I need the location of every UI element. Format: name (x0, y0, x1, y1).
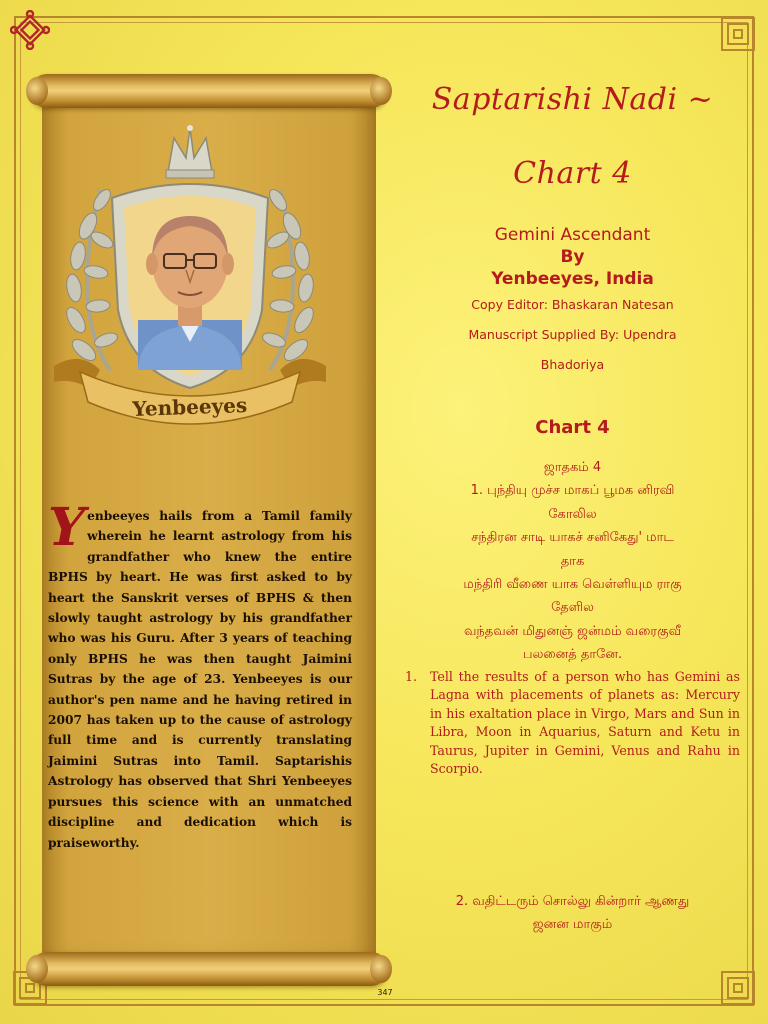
page-number: 347 (377, 988, 393, 997)
endless-knot-icon (10, 10, 50, 50)
verse-line: வந்தவன் மிதுனஞ் ஜன்மம் வரைகுவீ (463, 623, 682, 639)
note-number: 1. (405, 669, 418, 684)
article-meta (405, 224, 740, 380)
verse-line: 2. வதிட்டரும் சொல்லு கின்றார் ஆணது (455, 894, 690, 909)
roll-cap (26, 955, 48, 983)
verse-line: கோலில (548, 506, 597, 522)
ascendant-label: Gemini Ascendant (494, 225, 651, 245)
verse-line: பலனைத் தானே. (522, 647, 623, 663)
author-bio (48, 497, 352, 853)
chart-heading: Chart 4 (535, 417, 610, 438)
verse-line: ஜனன மாகும் (532, 917, 613, 932)
verse-line: மந்திரி வீணை யாக வெள்ளியும ராகு (463, 577, 682, 593)
copy-editor: Copy Editor: Bhaskaran Natesan (471, 297, 674, 312)
laurel-right-icon (261, 187, 317, 370)
tamil-verse-2 (405, 890, 740, 936)
translation-note (405, 668, 740, 778)
fret-corner-icon (718, 14, 758, 54)
by-label: By (560, 247, 585, 267)
tamil-verse (405, 456, 740, 667)
verse-line: 1. புந்தியு முச்ச மாகப் பூமக னிரவி (470, 483, 675, 499)
scroll-roll-top (30, 74, 388, 108)
fret-corner-icon (718, 968, 758, 1008)
page-title-line2: Chart 4 (513, 156, 632, 191)
crown-icon (166, 125, 214, 178)
verse-line: சந்திரன சாடி யாகச் சனிகேது' மாட (471, 530, 674, 546)
author-emblem (40, 120, 340, 430)
bio-dropcap: Y (48, 497, 86, 558)
roll-cap (370, 77, 392, 105)
verse-line: ஜாதகம் 4 (543, 460, 602, 475)
roll-cap (26, 77, 48, 105)
laurel-left-icon (63, 187, 119, 370)
bio-text: enbeeyes hails from a Tamil family wherein he learnt astrology from his grandfather who knew the entire BPHS by heart. He was first asked to by heart the Sanskrit verses of BPHS & then slowly taught astrology by his grandfather who was his Guru. After 3 years of teaching only BPHS he was then taught Jaimini Sutras by the age of 23. Yenbeeyes is our author's pen name and he having retired in 2007 has taken up to the cause of astrology full time and is currently translating Jaimini Sutras into Tamil. Saptarishis Astrology has observed that Shri Yenbeeyes pursues this science with an unmatched discipline and dedication which is praiseworthy. (48, 509, 352, 850)
manuscript-line2: Bhadoriya (540, 357, 605, 372)
roll-cap (370, 955, 392, 983)
author-name: Yenbeeyes, India (491, 269, 654, 289)
note-text: Tell the results of a person who has Gemini as Lagna with placements of planets as: Mercury in his exaltation place in Virgo, Mars and Sun in Libra, Moon in Aquarius, Saturn and Ketu in Taurus, Jupiter in Gemini, Venus and Rahu in Scorpio. (430, 669, 740, 777)
verse-line: தாக (560, 553, 585, 569)
page-title-line1: Saptarishi Nadi ~ (431, 82, 714, 117)
manuscript-line1: Manuscript Supplied By: Upendra (468, 327, 677, 342)
verse-line: தேளில (551, 600, 594, 616)
ribbon-name-label: Yenbeeyes (131, 393, 248, 422)
scroll-roll-bottom (30, 952, 388, 986)
